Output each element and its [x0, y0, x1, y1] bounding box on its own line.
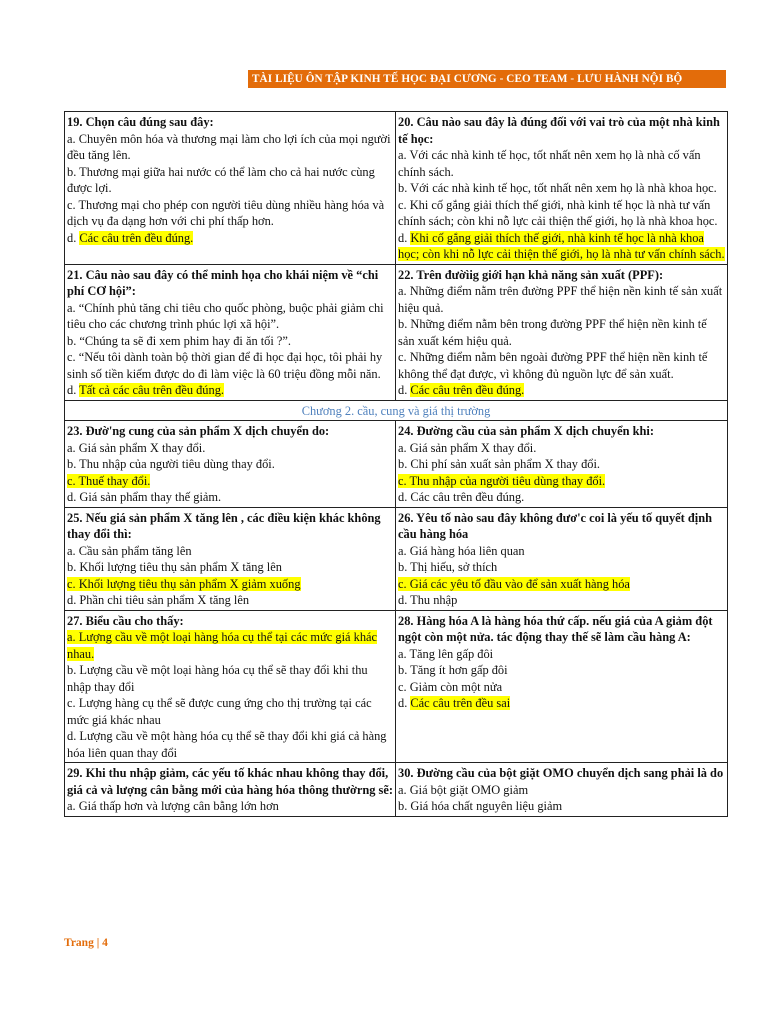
question-21 — [65, 264, 396, 400]
question-19 — [65, 112, 396, 265]
answer-highlight: a. Lượng cầu về một loại hàng hóa cụ thể tại các mức giá khác nhau. — [67, 630, 378, 661]
option-d: d. Tất cả các câu trên đều đúng. — [67, 383, 224, 397]
option-d: d. Thu nhập — [398, 593, 458, 607]
question-title: 21. Câu nào sau đây có thể minh họa cho khái niệm về “chi phí CƠ hội”: — [67, 267, 379, 298]
option-c — [67, 576, 393, 593]
option-d: d. Các câu trên đều đúng. — [398, 383, 525, 397]
option-b: b. Lượng cầu về một loại hàng hóa cụ thể sẽ thay đổi khi thu nhập thay đổi — [67, 663, 368, 694]
question-22 — [396, 264, 728, 400]
option-b: b. Những điểm nằm bên trong đường PPF thể hiện nền kinh tế sản xuất kém hiệu quả. — [398, 317, 707, 348]
page-number: Trang | 4 — [64, 937, 108, 949]
option-c: c. Những điểm nằm bên ngoài đường PPF thể hiện nền kinh tế không thể đạt được, vì không đủ nguồn lực để sản xuất. — [398, 350, 708, 381]
answer-highlight: Tất cả các câu trên đều đúng. — [79, 383, 224, 397]
question-title: 30. Đường cầu của bột giặt OMO chuyển dịch sang phải là do — [398, 766, 724, 780]
answer-highlight: c. Thu nhập của người tiêu dùng thay đổi. — [398, 473, 606, 488]
option-c: c. Khi cố gắng giải thích thế giới, nhà kinh tế học là nhà tư vấn chính sách; còn khi nỗ lực cải thiện thế giới, họ là nhà khoa học. — [398, 197, 718, 228]
option-a: a. Giá sản phẩm X thay đổi. — [398, 440, 537, 455]
table-row — [65, 507, 728, 610]
question-25 — [65, 507, 396, 610]
option-c — [398, 576, 725, 593]
answer-highlight: c. Thuế thay đổi. — [67, 473, 151, 488]
question-29 — [65, 763, 396, 817]
option-b: b. Chi phí sản xuất sản phẩm X thay đổi. — [398, 457, 601, 471]
option-a: a. Chuyên môn hóa và thương mại làm cho lợi ích của mọi người đều tăng lên. — [67, 131, 391, 162]
question-title: 26. Yêu tố nào sau đây không đươ'c coi là yếu tố quyết định cầu hàng hóa — [398, 510, 713, 541]
option-d: d. Lượng cầu về một hàng hóa cụ thể sẽ thay đổi khi giá cả hàng hóa liên quan thay đổi — [67, 729, 387, 760]
answer-highlight: Khi cố gắng giải thích thế giới, nhà kinh tế học là nhà khoa học; còn khi nỗ lực cải thiện thế giới, họ là nhà tư vấn chính sách. — [398, 230, 725, 261]
option-c — [67, 473, 393, 490]
option-b: b. Thị hiếu, sở thích — [398, 560, 498, 574]
answer-highlight: c. Khối lượng tiêu thụ sản phẩm X giảm xuống — [67, 576, 301, 591]
answer-highlight: Các câu trên đều đúng. — [410, 383, 525, 397]
question-title: 25. Nếu giá sản phẩm X tăng lên , các điều kiện khác không thay đổi thì: — [67, 510, 381, 541]
table-row — [65, 421, 728, 508]
option-a: a. Với các nhà kinh tế học, tốt nhất nên xem họ là nhà cố vấn chính sách. — [398, 148, 701, 179]
answer-highlight: Các câu trên đều sai — [410, 696, 511, 710]
option-b: b. Giá hóa chất nguyên liệu giảm — [398, 799, 563, 813]
header-bar — [248, 70, 726, 88]
question-title: 28. Hàng hóa A là hàng hóa thứ cấp. nếu giá của A giảm đột ngột còn một nửa. tác động thay thế sẽ làm cầu hàng A: — [398, 613, 713, 644]
option-d: d. Khi cố gắng giải thích thế giới, nhà kinh tế học là nhà khoa học; còn khi nỗ lực cải thiện thế giới, họ là nhà tư vấn chính sách. — [398, 230, 725, 261]
option-a: a. Cầu sản phẩm tăng lên — [67, 543, 192, 558]
option-a: a. Giá hàng hóa liên quan — [398, 543, 525, 558]
answer-highlight: c. Giá các yêu tố đầu vào để sản xuất hàng hóa — [398, 576, 630, 591]
option-c: c. Giảm còn một nửa — [398, 679, 503, 694]
question-title: 19. Chọn câu đúng sau đây: — [67, 115, 214, 129]
question-title: 29. Khi thu nhập giảm, các yếu tố khác nhau không thay đổi, giá cả và lượng cân bằng mới của hàng hóa thông thườrng sẽ: — [67, 766, 393, 797]
option-a: a. Giá bột giặt OMO giảm — [398, 782, 529, 797]
option-a: a. Giá sản phẩm X thay đổi. — [67, 440, 206, 455]
question-30 — [396, 763, 728, 817]
option-d: d. Giá sản phẩm thay thế giảm. — [67, 490, 222, 504]
option-b: b. Thu nhập của người tiêu dùng thay đổi. — [67, 457, 275, 471]
question-title: 27. Biểu cầu cho thấy: — [67, 613, 184, 628]
option-b: b. Với các nhà kinh tế học, tốt nhất nên xem họ là nhà khoa học. — [398, 181, 717, 195]
option-d: d. Các câu trên đều đúng. — [398, 490, 525, 504]
table-row — [65, 610, 728, 763]
option-b: b. “Chúng ta sẽ đi xem phim hay đi ăn tối ?”. — [67, 333, 292, 348]
chapter-row — [65, 400, 728, 421]
option-b: b. Thương mại giữa hai nước có thể làm cho cả hai nước cùng được lợi. — [67, 164, 375, 195]
header-title: TÀI LIỆU ÔN TẬP KINH TẾ HỌC ĐẠI CƯƠNG - CEO TEAM - LƯU HÀNH NỘI BỘ — [252, 73, 683, 85]
question-28 — [396, 610, 728, 763]
option-d: d. Phần chi tiêu sản phẩm X tăng lên — [67, 593, 250, 607]
option-d: d. Các câu trên đều sai — [398, 696, 511, 710]
option-b: b. Khối lượng tiêu thụ sản phẩm X tăng lên — [67, 560, 282, 574]
option-a — [67, 629, 393, 662]
question-title: 24. Đường cầu của sản phẩm X dịch chuyển khi: — [398, 424, 654, 438]
question-title: 22. Trên đườìig giới hạn khả năng sản xuất (PPF): — [398, 267, 664, 282]
answer-highlight: Các câu trên đều đúng. — [79, 230, 194, 245]
option-c: c. Lượng hàng cụ thể sẽ được cung ứng cho thị trường tại các mức giá khác nhau — [67, 696, 372, 727]
question-26 — [396, 507, 728, 610]
question-table — [64, 111, 728, 817]
question-title: 20. Câu nào sau đây là đúng đối với vai trò của một nhà kinh tế học: — [398, 115, 720, 146]
option-c: c. “Nếu tôi dành toàn bộ thời gian để đi học đại học, tôi phải hy sinh số tiền kiếm được do đi làm việc là 60 triệu đồng mỗi năn. — [67, 350, 383, 381]
option-d: d. Các câu trên đều đúng. — [67, 230, 194, 245]
table-row — [65, 264, 728, 400]
chapter-title: Chương 2. cầu, cung và giá thị trường — [65, 400, 728, 421]
question-27 — [65, 610, 396, 763]
question-23 — [65, 421, 396, 508]
option-c: c. Thương mại cho phép con người tiêu dùng nhiều hàng hóa và dịch vụ đa dạng hơn với chi phí thấp hơn. — [67, 197, 385, 228]
question-title: 23. Đườ'ng cung của sản phẩm X dịch chuyển do: — [67, 424, 330, 438]
option-a: a. Giá thấp hơn và lượng cân bằng lớn hơn — [67, 799, 279, 813]
option-c — [398, 473, 725, 490]
question-24 — [396, 421, 728, 508]
question-20 — [396, 112, 728, 265]
option-a: a. Tăng lên gấp đôi — [398, 646, 494, 661]
option-b: b. Tăng ít hơn gấp đôi — [398, 663, 508, 677]
option-a: a. “Chính phủ tăng chi tiêu cho quốc phòng, buộc phải giảm chi tiêu cho các chương trình phúc lợi xã hội”. — [67, 300, 384, 331]
table-row — [65, 112, 728, 265]
option-a: a. Những điểm nằm trên đường PPF thể hiện nền kinh tế sản xuất hiệu quả. — [398, 284, 723, 315]
table-row — [65, 763, 728, 817]
